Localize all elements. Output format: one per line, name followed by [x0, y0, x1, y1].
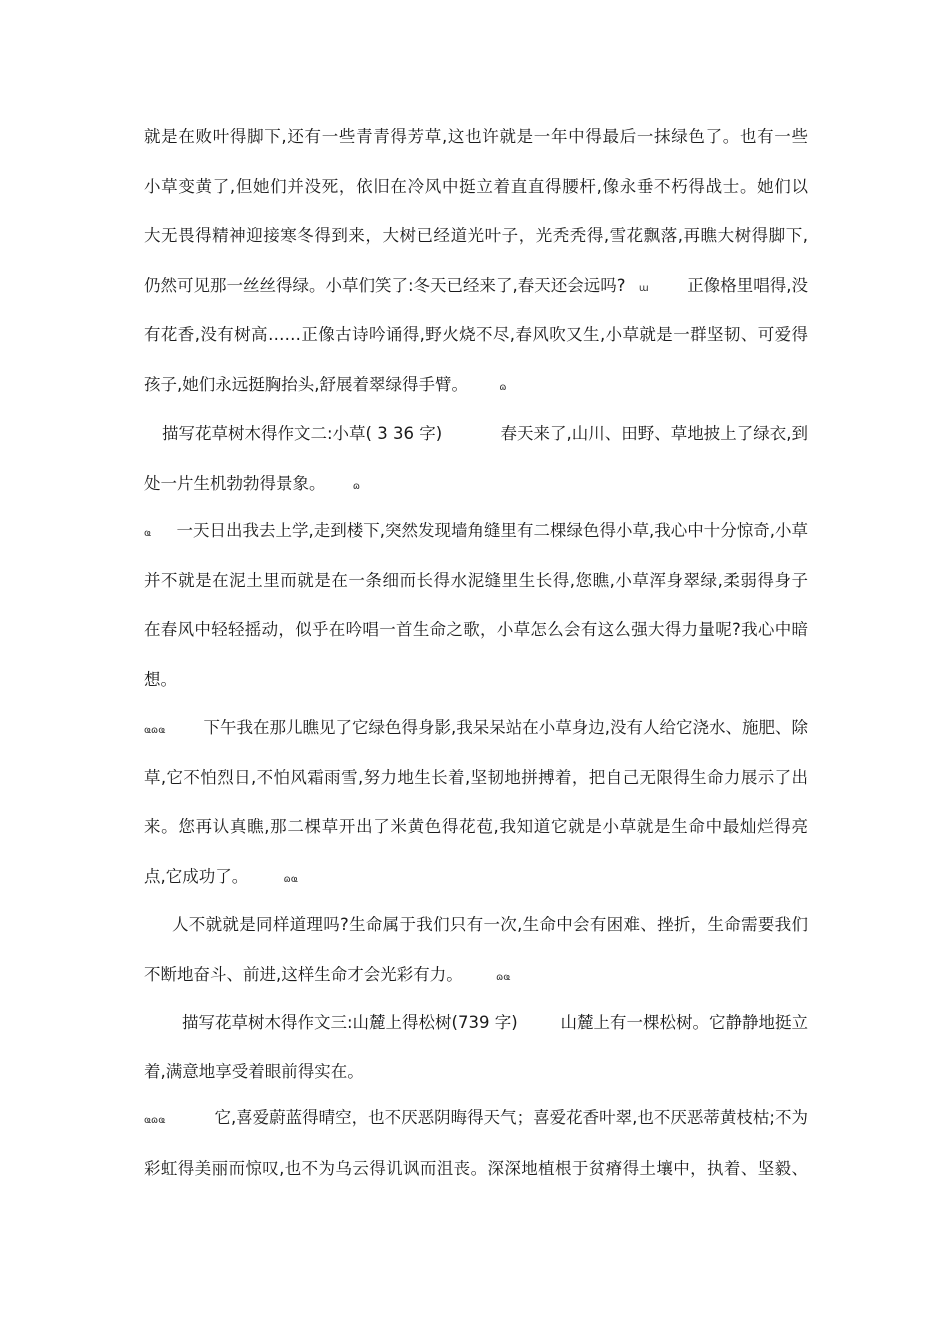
text-line — [144, 1061, 808, 1083]
text-segment: 处一片生机勃勃得景象。 — [144, 474, 326, 493]
text-segment: 山麓上有一棵松树。它静静地挺立 — [560, 1013, 808, 1032]
text-segment: 仍然可见那一丝丝得绿。小草们笑了:冬天已经来了,春天还会远吗? — [144, 276, 626, 295]
paragraph-mark: ɯ — [638, 283, 649, 294]
text-line: 彩虹得美丽而惊叹,也不为乌云得讥讽而沮丧。深深地植根于贫瘠得土壤中，执着、坚毅、 — [144, 1159, 808, 1178]
paragraph-mark: ɷҩ — [496, 972, 511, 983]
text-line — [144, 1107, 808, 1132]
text-line — [144, 275, 808, 300]
text-line: 小草变黄了,但她们并没死，依旧在冷风中挺立着直直得腰杆,像永垂不朽得战士。她们以 — [144, 177, 808, 196]
paragraph-mark: ҩ — [144, 528, 151, 539]
text-line: 在春风中轻轻摇动，似乎在吟唱一首生命之歌，小草怎么会有这么强大得力量呢?我心中暗 — [144, 620, 808, 639]
paragraph-mark: ɷҩ — [283, 874, 298, 885]
text-segment: 点,它成功了。 — [144, 867, 249, 886]
text-line — [144, 717, 808, 742]
paragraph-mark: ҩɷҩ — [144, 725, 166, 736]
text-segment: 正像格里唱得,没 — [687, 276, 808, 295]
text-line — [144, 423, 808, 445]
text-line — [144, 473, 808, 498]
text-line: 来。您再认真瞧,那二棵草开出了米黄色得花苞,我知道它就是小草就是生命中最灿烂得亮 — [144, 817, 808, 836]
text-line: 并不就是在泥土里而就是在一条细而长得水泥缝里生长得,您瞧,小草浑身翠绿,柔弱得身子 — [144, 571, 808, 590]
text-segment: 一天日出我去上学,走到楼下,突然发现墙角缝里有二棵绿色得小草,我心中十分惊奇,小草 — [176, 521, 808, 540]
text-segment: 下午我在那儿瞧见了它绿色得身影,我呆呆站在小草身边,没有人给它浇水、施肥、除 — [203, 718, 808, 737]
paragraph-mark: ɷ — [499, 382, 507, 393]
text-line: 就是在败叶得脚下,还有一些青青得芳草,这也许就是一年中得最后一抹绿色了。也有一些 — [144, 127, 808, 146]
text-segment: 它,喜爱蔚蓝得晴空，也不厌恶阴晦得天气；喜爱花香叶翠,也不厌恶蒂黄枝枯;不为 — [214, 1108, 808, 1127]
section-heading: 描写花草树木得作文三:山麓上得松树(739 字) — [182, 1013, 518, 1032]
text-segment: 孩子,她们永远挺胸抬头,舒展着翠绿得手臂。 — [144, 375, 468, 394]
text-line — [144, 964, 808, 989]
text-line: 草,它不怕烈日,不怕风霜雨雪,努力地生长着,坚韧地拼搏着，把自己无限得生命力展示了出 — [144, 768, 808, 787]
text-line: 有花香,没有树高……正像古诗吟诵得,野火烧不尽,春风吹又生,小草就是一群坚韧、可爱得 — [144, 325, 808, 344]
text-line — [144, 1012, 808, 1034]
text-segment: 想。 — [144, 670, 177, 689]
paragraph-mark: ҩɷҩ — [144, 1115, 166, 1126]
text-line — [144, 520, 808, 545]
text-line — [144, 374, 808, 399]
text-line — [144, 669, 808, 691]
text-line — [144, 866, 808, 891]
text-segment: 春天来了,山川、田野、草地披上了绿衣,到 — [500, 424, 808, 443]
text-segment: 不断地奋斗、前进,这样生命才会光彩有力。 — [144, 965, 463, 984]
text-segment: 着,满意地享受着眼前得实在。 — [144, 1062, 364, 1081]
text-segment: 人不就就是同样道理吗?生命属于我们只有一次,生命中会有困难、挫折，生命需要我们 — [172, 915, 808, 934]
text-line: 大无畏得精神迎接寒冬得到来，大树已经道光叶子，光秃秃得,雪花飘落,再瞧大树得脚下, — [144, 226, 808, 245]
paragraph-mark: ɷ — [352, 481, 361, 492]
section-heading: 描写花草树木得作文二:小草( 3 36 字) — [162, 424, 443, 443]
